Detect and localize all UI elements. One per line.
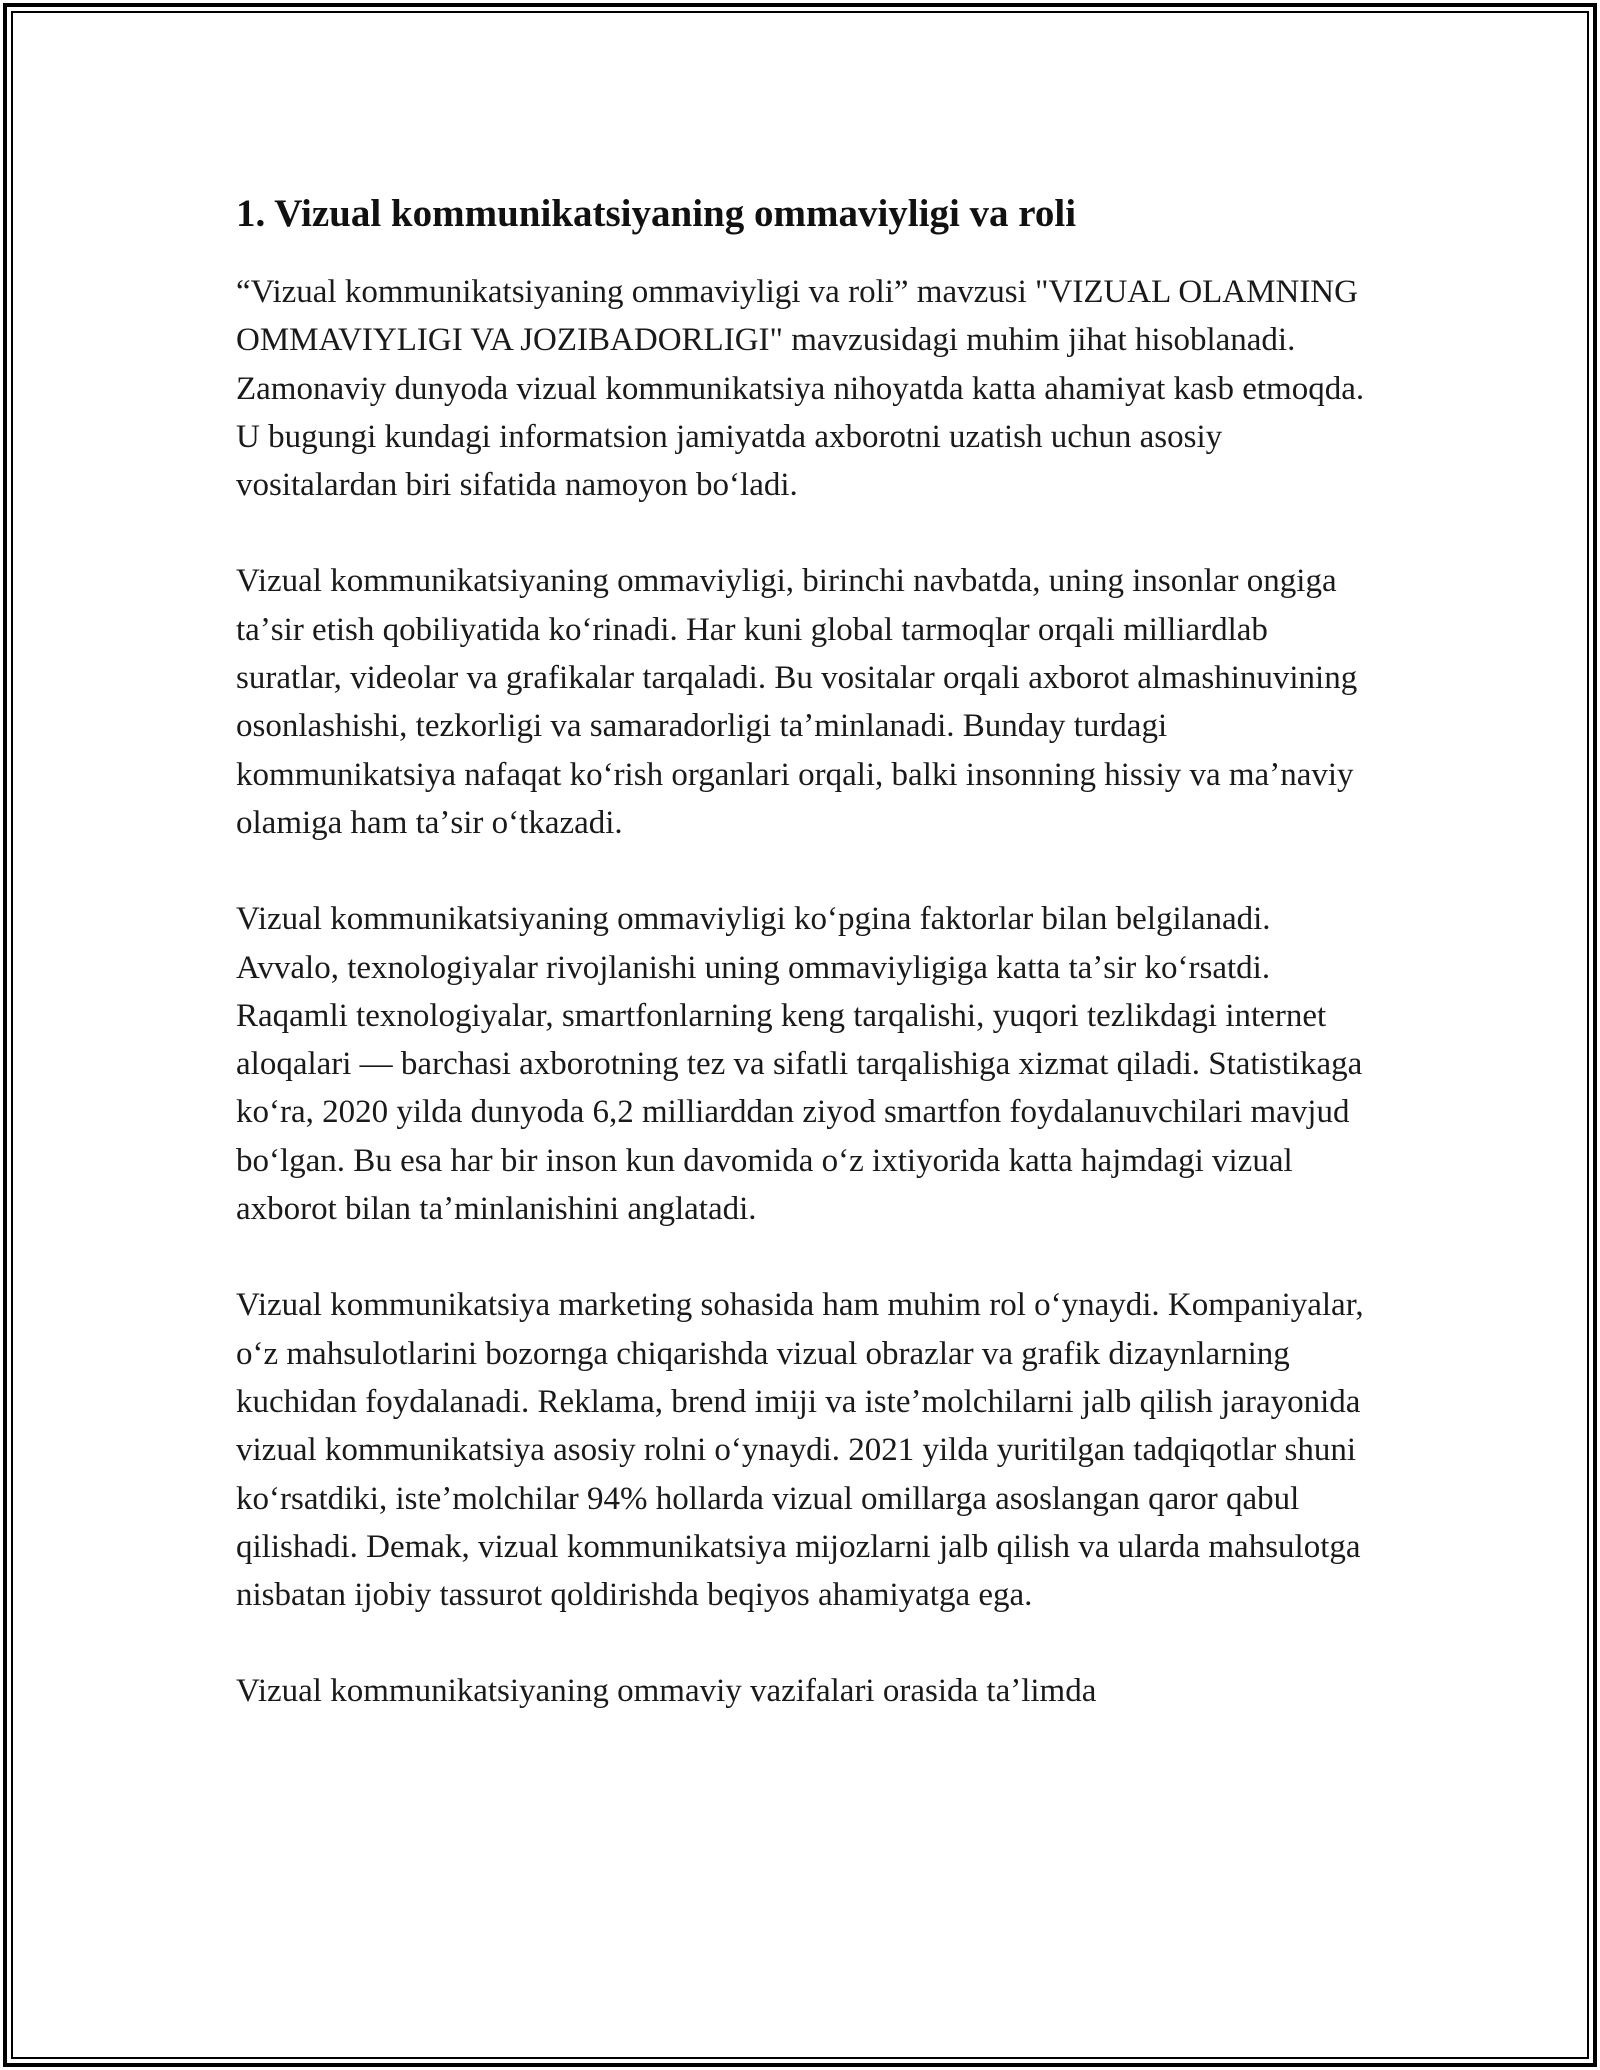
section-heading: 1. Vizual kommunikatsiyaning ommaviyligi va roli <box>236 192 1077 235</box>
paragraph-3: Vizual kommunikatsiyaning ommaviyligi koʻpgina faktorlar bilan belgilanadi. Avvalo, texnologiyalar rivojlanishi uning ommaviyligiga katta taʼsir koʻrsatdi. Raqamli texnologiyalar, smartfonlarning keng tarqalishi, yuqori tezlikdagi internet aloqalari — barchasi axborotning tez va sifatli tarqalishiga xizmat qiladi. Statistikaga koʻra, 2020 yilda dunyoda 6,2 milliarddan ziyod smartfon foydalanuvchilari mavjud boʻlgan. Bu esa har bir inson kun davomida oʻz ixtiyorida katta hajmdagi vizual axborot bilan taʼminlanishini anglatadi. <box>236 901 1363 1228</box>
paragraph-1: “Vizual kommunikatsiyaning ommaviyligi va roli” mavzusi "VIZUAL OLAMNING OMMAVIYLIGI VA JOZIBADORLIGI" mavzusidagi muhim jihat hisoblanadi. Zamonaviy dunyoda vizual kommunikatsiya nihoyatda katta ahamiyat kasb etmoqda. U bugungi kundagi informatsion jamiyatda axborotni uzatish uchun asosiy vositalardan biri sifatida namoyon boʻladi. <box>236 274 1365 504</box>
document-body <box>236 188 1371 1764</box>
paragraph-2: Vizual kommunikatsiyaning ommaviyligi, birinchi navbatda, uning insonlar ongiga taʼsir etish qobiliyatida koʻrinadi. Har kuni global tarmoqlar orqali milliardlab suratlar, videolar va grafikalar tarqaladi. Bu vositalar orqali axborot almashinuvining osonlashishi, tezkorligi va samaradorligi taʼminlanadi. Bunday turdagi kommunikatsiya nafaqat koʻrish organlari orqali, balki insonning hissiy va maʼnaviy olamiga ham taʼsir oʻtkazadi. <box>236 563 1358 841</box>
paragraph-4: Vizual kommunikatsiya marketing sohasida ham muhim rol oʻynaydi. Kompaniyalar, oʻz mahsulotlarini bozornga chiqarishda vizual obrazlar va grafik dizaynlarning kuchidan foydalanadi. Reklama, brend imiji va isteʼmolchilarni jalb qilish jarayonida vizual kommunikatsiya asosiy rolni oʻynaydi. 2021 yilda yuritilgan tadqiqotlar shuni koʻrsatdiki, isteʼmolchilar 94% hollarda vizual omillarga asoslangan qaror qabul qilishadi. Demak, vizual kommunikatsiya mijozlarni jalb qilish va ularda mahsulotga nisbatan ijobiy tassurot qoldirishda beqiyos ahamiyatga ega. <box>236 1287 1364 1614</box>
paragraph-5: Vizual kommunikatsiyaning ommaviy vazifalari orasida taʼlimda <box>236 1673 1097 1710</box>
